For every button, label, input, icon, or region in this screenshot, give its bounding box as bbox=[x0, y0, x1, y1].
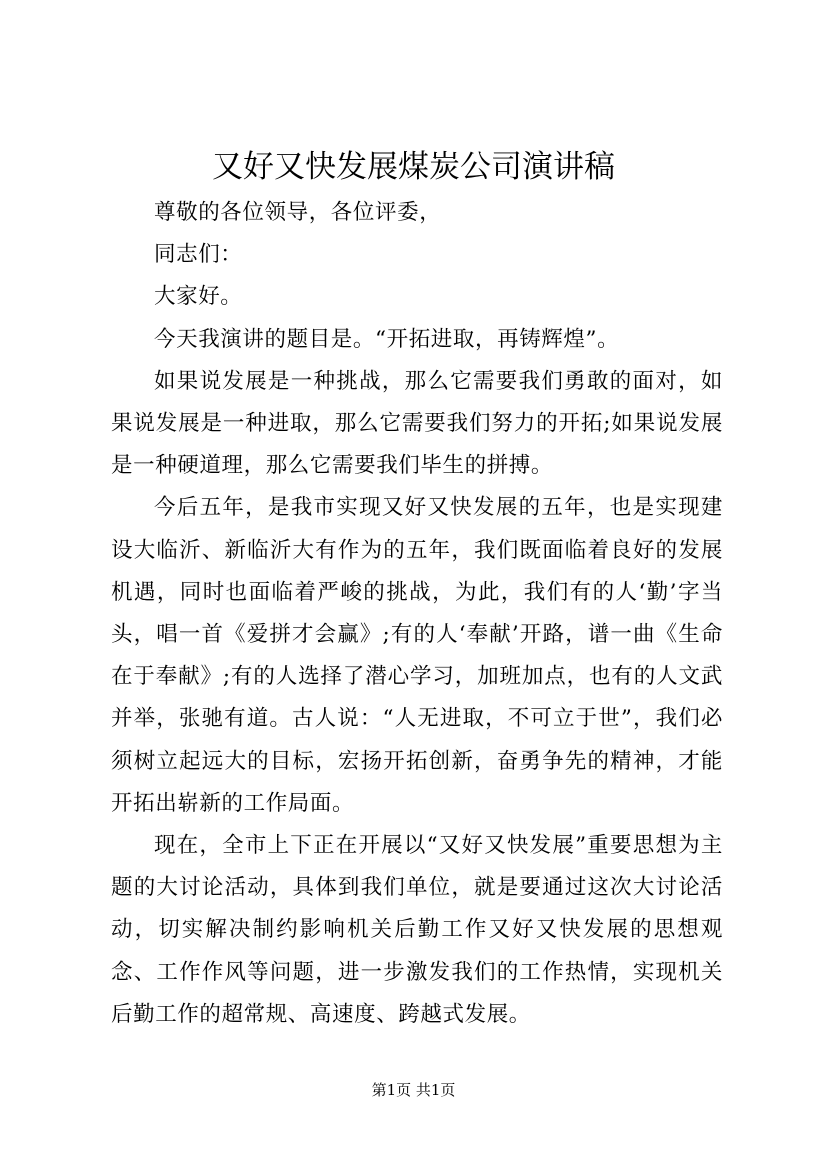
paragraph-next-five-years: 今后五年，是我市实现又好又快发展的五年，也是实现建设大临沂、新临沂大有作为的五年，我们既面临着良好的发展机遇，同时也面临着严峻的挑战，为此，我们有的人‘勤’字当头，唱一首《爱拼才会赢》;有的人‘奉献’开路，谱一曲《生命在于奉献》;有的人选择了潜心学习，加班加点，也有的人文武并举，张驰有道。古人说：“人无进取，不可立于世”，我们必须树立起远大的目标，宏扬开拓创新，奋勇争先的精神，才能开拓出崭新的工作局面。 bbox=[111, 495, 723, 816]
speech-body bbox=[111, 192, 723, 1036]
paragraph-topic: 今天我演讲的题目是。“开拓进取，再铸辉煌”。 bbox=[154, 326, 620, 352]
paragraph-discussion-activity: 现在，全市上下正在开展以“又好又快发展”重要思想为主题的大讨论活动，具体到我们单位，就是要通过这次大讨论活动，切实解决制约影响机关后勤工作又好又快发展的思想观念、工作作风等问题，进一步激发我们的工作热情，实现机关后勤工作的超常规、高速度、跨越式发展。 bbox=[111, 833, 723, 1027]
page-title: 又好又快发展煤炭公司演讲稿 bbox=[212, 149, 615, 185]
paragraph-comrades: 同志们： bbox=[154, 242, 243, 268]
paragraph-development-challenge: 如果说发展是一种挑战，那么它需要我们勇敢的面对，如果说发展是一种进取，那么它需要我们努力的开拓;如果说发展是一种硬道理，那么它需要我们毕生的拼搏。 bbox=[111, 368, 723, 479]
page-number-footer: 第1页 共1页 bbox=[371, 1081, 456, 1099]
paragraph-hello: 大家好。 bbox=[154, 284, 243, 310]
paragraph-greeting: 尊敬的各位领导，各位评委， bbox=[154, 200, 442, 225]
